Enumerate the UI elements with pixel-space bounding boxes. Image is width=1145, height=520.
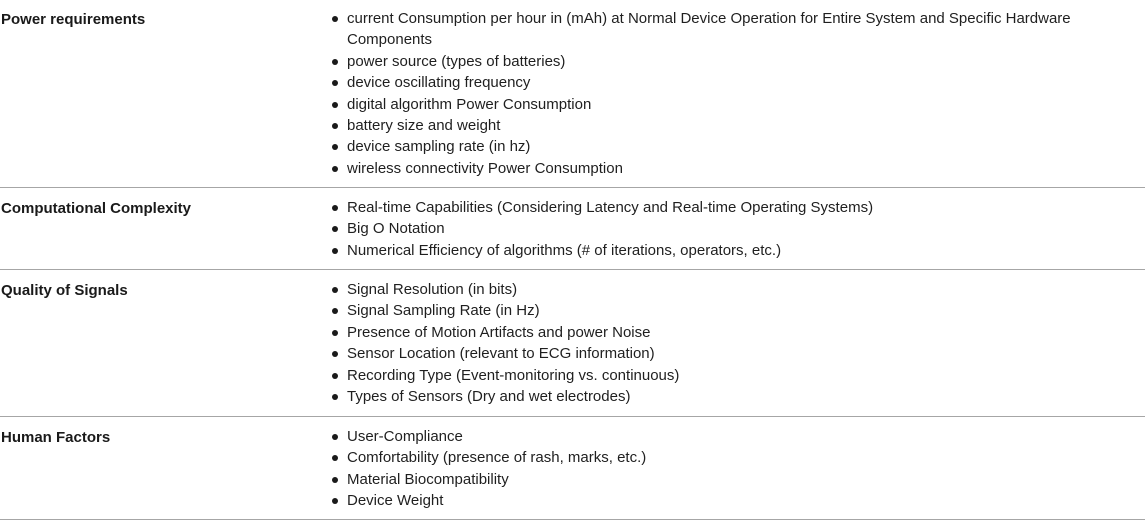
bullet-icon (332, 287, 338, 293)
list-item-text: Types of Sensors (Dry and wet electrodes) (347, 388, 631, 406)
list-item-text: Sensor Location (relevant to ECG information) (347, 345, 655, 363)
list-item-text: Signal Resolution (in bits) (347, 281, 518, 298)
bullet-icon (332, 16, 338, 22)
list-item (330, 447, 1145, 468)
list-item (330, 343, 1145, 364)
list-item-text: Recording Type (Event-monitoring vs. continuous) (347, 366, 680, 384)
list-item-text: Device Weight (347, 492, 444, 510)
table-row-human-factors (0, 417, 1145, 520)
row-item-list (330, 0, 1145, 187)
row-item-list (330, 270, 1145, 416)
list-item (330, 365, 1145, 386)
table-row-quality-of-signals (0, 270, 1145, 417)
bullet-icon (332, 498, 338, 504)
list-item-text: current Consumption per hour in (mAh) at Normal Device Operation for Entire System and Specific Hardware Components (347, 10, 1071, 49)
list-item (330, 136, 1145, 157)
row-category-label: Human Factors (1, 429, 111, 446)
list-item (330, 322, 1145, 343)
bullet-icon (332, 477, 338, 483)
list-item (330, 300, 1145, 321)
bullet-icon (332, 226, 338, 232)
list-item (330, 8, 1145, 51)
list-item (330, 426, 1145, 447)
list-item (330, 218, 1145, 239)
bullet-icon (332, 308, 338, 314)
list-item-text: power source (types of batteries) (347, 52, 566, 70)
list-item (330, 197, 1145, 218)
row-category-label: Power requirements (1, 11, 146, 28)
bullet-icon (332, 80, 338, 86)
row-item-list (330, 188, 1145, 269)
list-item-text: device oscillating frequency (347, 74, 531, 92)
list-item (330, 240, 1145, 261)
list-item-text: Comfortability (presence of rash, marks, etc.) (347, 449, 647, 467)
bullet-icon (332, 123, 338, 129)
row-category-label: Computational Complexity (1, 200, 192, 217)
bullet-icon (332, 166, 338, 172)
list-item (330, 115, 1145, 136)
bullet-icon (332, 434, 338, 440)
list-item-text: device sampling rate (in hz) (347, 138, 531, 156)
list-item-text: User-Compliance (347, 428, 463, 445)
bullet-icon (332, 248, 338, 254)
list-item (330, 158, 1145, 179)
list-item (330, 386, 1145, 407)
bullet-icon (332, 351, 338, 357)
row-item-list (330, 417, 1145, 519)
list-item-text: digital algorithm Power Consumption (347, 95, 592, 113)
table-row-power-requirements (0, 0, 1145, 188)
list-item-text: battery size and weight (347, 117, 501, 135)
list-item (330, 490, 1145, 511)
list-item-text: Big O Notation (347, 220, 445, 238)
bullet-icon (332, 205, 338, 211)
list-item (330, 279, 1145, 300)
bullet-icon (332, 455, 338, 461)
list-item-text: wireless connectivity Power Consumption (347, 159, 623, 177)
list-item-text: Signal Sampling Rate (in Hz) (347, 302, 540, 320)
list-item-text: Numerical Efficiency of algorithms (# of iterations, operators, etc.) (347, 241, 782, 259)
list-item-text: Presence of Motion Artifacts and power Noise (347, 323, 651, 341)
bullet-icon (332, 373, 338, 379)
bullet-icon (332, 144, 338, 150)
row-category-label: Quality of Signals (1, 282, 128, 299)
list-item (330, 94, 1145, 115)
list-item (330, 72, 1145, 93)
bullet-icon (332, 102, 338, 108)
list-item-text: Material Biocompatibility (347, 470, 509, 488)
bullet-icon (332, 330, 338, 336)
bullet-icon (332, 59, 338, 65)
bullet-icon (332, 394, 338, 400)
list-item (330, 51, 1145, 72)
list-item (330, 469, 1145, 490)
list-item-text: Real-time Capabilities (Considering Latency and Real-time Operating Systems) (347, 199, 874, 216)
table-row-computational-complexity (0, 188, 1145, 270)
